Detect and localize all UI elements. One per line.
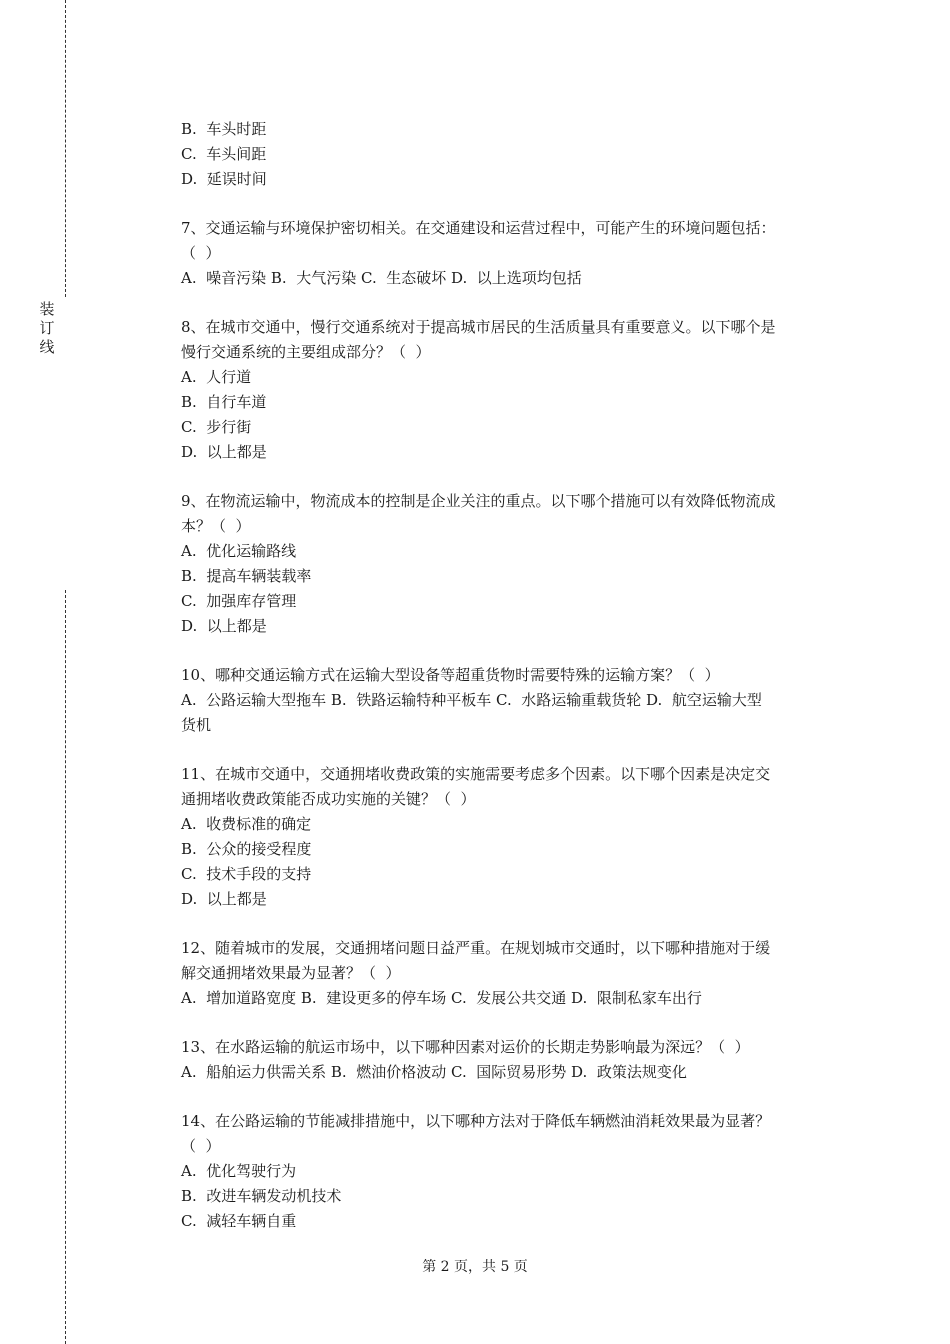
question-12 [181, 936, 846, 1011]
question-list [181, 117, 846, 1234]
binding-label [37, 300, 57, 357]
question-text: 9、在物流运输中，物流成本的控制是企业关注的重点。以下哪个措施可以有效降低物流成 [181, 492, 776, 510]
option-line: C. 车头间距 [181, 145, 267, 163]
binding-label-char: 装 [39, 300, 55, 318]
option-line: A. 优化驾驶行为 [181, 1162, 297, 1180]
option-line: D. 以上都是 [181, 890, 267, 908]
question-14 [181, 1109, 846, 1234]
option-line: A. 增加道路宽度 B. 建设更多的停车场 C. 发展公共交通 D. 限制私家车出行 [181, 989, 702, 1007]
option-line: A. 船舶运力供需关系 B. 燃油价格波动 C. 国际贸易形势 D. 政策法规变化 [181, 1063, 687, 1081]
option-line: B. 改进车辆发动机技术 [181, 1187, 342, 1205]
option-line: D. 以上都是 [181, 617, 267, 635]
option-line: B. 自行车道 [181, 393, 267, 411]
option-line: C. 加强库存管理 [181, 592, 297, 610]
binding-line-top [65, 0, 66, 297]
page-number-footer: 第 2 页，共 5 页 [422, 1259, 528, 1275]
question-text: 12、随着城市的发展，交通拥堵问题日益严重。在规划城市交通时，以下哪种措施对于缓 [181, 939, 771, 957]
option-line: B. 提高车辆装载率 [181, 567, 312, 585]
question-text: 10、哪种交通运输方式在运输大型设备等超重货物时需要特殊的运输方案？（ ） [181, 666, 720, 684]
question-text: 8、在城市交通中，慢行交通系统对于提高城市居民的生活质量具有重要意义。以下哪个是 [181, 318, 776, 336]
question-text: 11、在城市交通中，交通拥堵收费政策的实施需要考虑多个因素。以下哪个因素是决定交 [181, 765, 771, 783]
question-11 [181, 762, 846, 912]
question-text: 慢行交通系统的主要组成部分？（ ） [181, 343, 431, 361]
binding-label-char: 线 [39, 338, 55, 356]
option-line: C. 技术手段的支持 [181, 865, 312, 883]
option-line: B. 公众的接受程度 [181, 840, 312, 858]
question-7 [181, 216, 846, 291]
question-text: （ ） [181, 1137, 221, 1155]
question-8 [181, 315, 846, 465]
option-line: C. 步行街 [181, 418, 252, 436]
option-line: C. 减轻车辆自重 [181, 1212, 297, 1230]
option-line: A. 人行道 [181, 368, 252, 386]
option-line: B. 车头时距 [181, 120, 267, 138]
option-line: A. 优化运输路线 [181, 542, 297, 560]
question-text: 13、在水路运输的航运市场中，以下哪种因素对运价的长期走势影响最为深远？（ ） [181, 1038, 750, 1056]
option-line: D. 以上都是 [181, 443, 267, 461]
option-line: D. 延误时间 [181, 170, 267, 188]
question-9 [181, 489, 846, 639]
question-text: 通拥堵收费政策能否成功实施的关键？（ ） [181, 790, 476, 808]
question-text: 14、在公路运输的节能减排措施中，以下哪种方法对于降低车辆燃油消耗效果最为显著？ [181, 1112, 771, 1130]
option-line: A. 收费标准的确定 [181, 815, 312, 833]
question-6-options [181, 117, 846, 192]
question-text: 本？（ ） [181, 517, 251, 535]
question-text: 7、交通运输与环境保护密切相关。在交通建设和运营过程中，可能产生的环境问题包括： [181, 219, 776, 237]
option-line: A. 噪音污染 B. 大气污染 C. 生态破坏 D. 以上选项均包括 [181, 269, 582, 287]
question-13 [181, 1035, 846, 1085]
question-10 [181, 663, 846, 738]
question-text: 解交通拥堵效果最为显著？（ ） [181, 964, 401, 982]
binding-line-bottom [65, 590, 66, 1344]
binding-label-char: 订 [39, 319, 55, 337]
option-line: 货机 [181, 716, 212, 734]
option-line: A. 公路运输大型拖车 B. 铁路运输特种平板车 C. 水路运输重载货轮 D. 航空运输大型 [181, 691, 762, 709]
question-text: （ ） [181, 244, 221, 262]
